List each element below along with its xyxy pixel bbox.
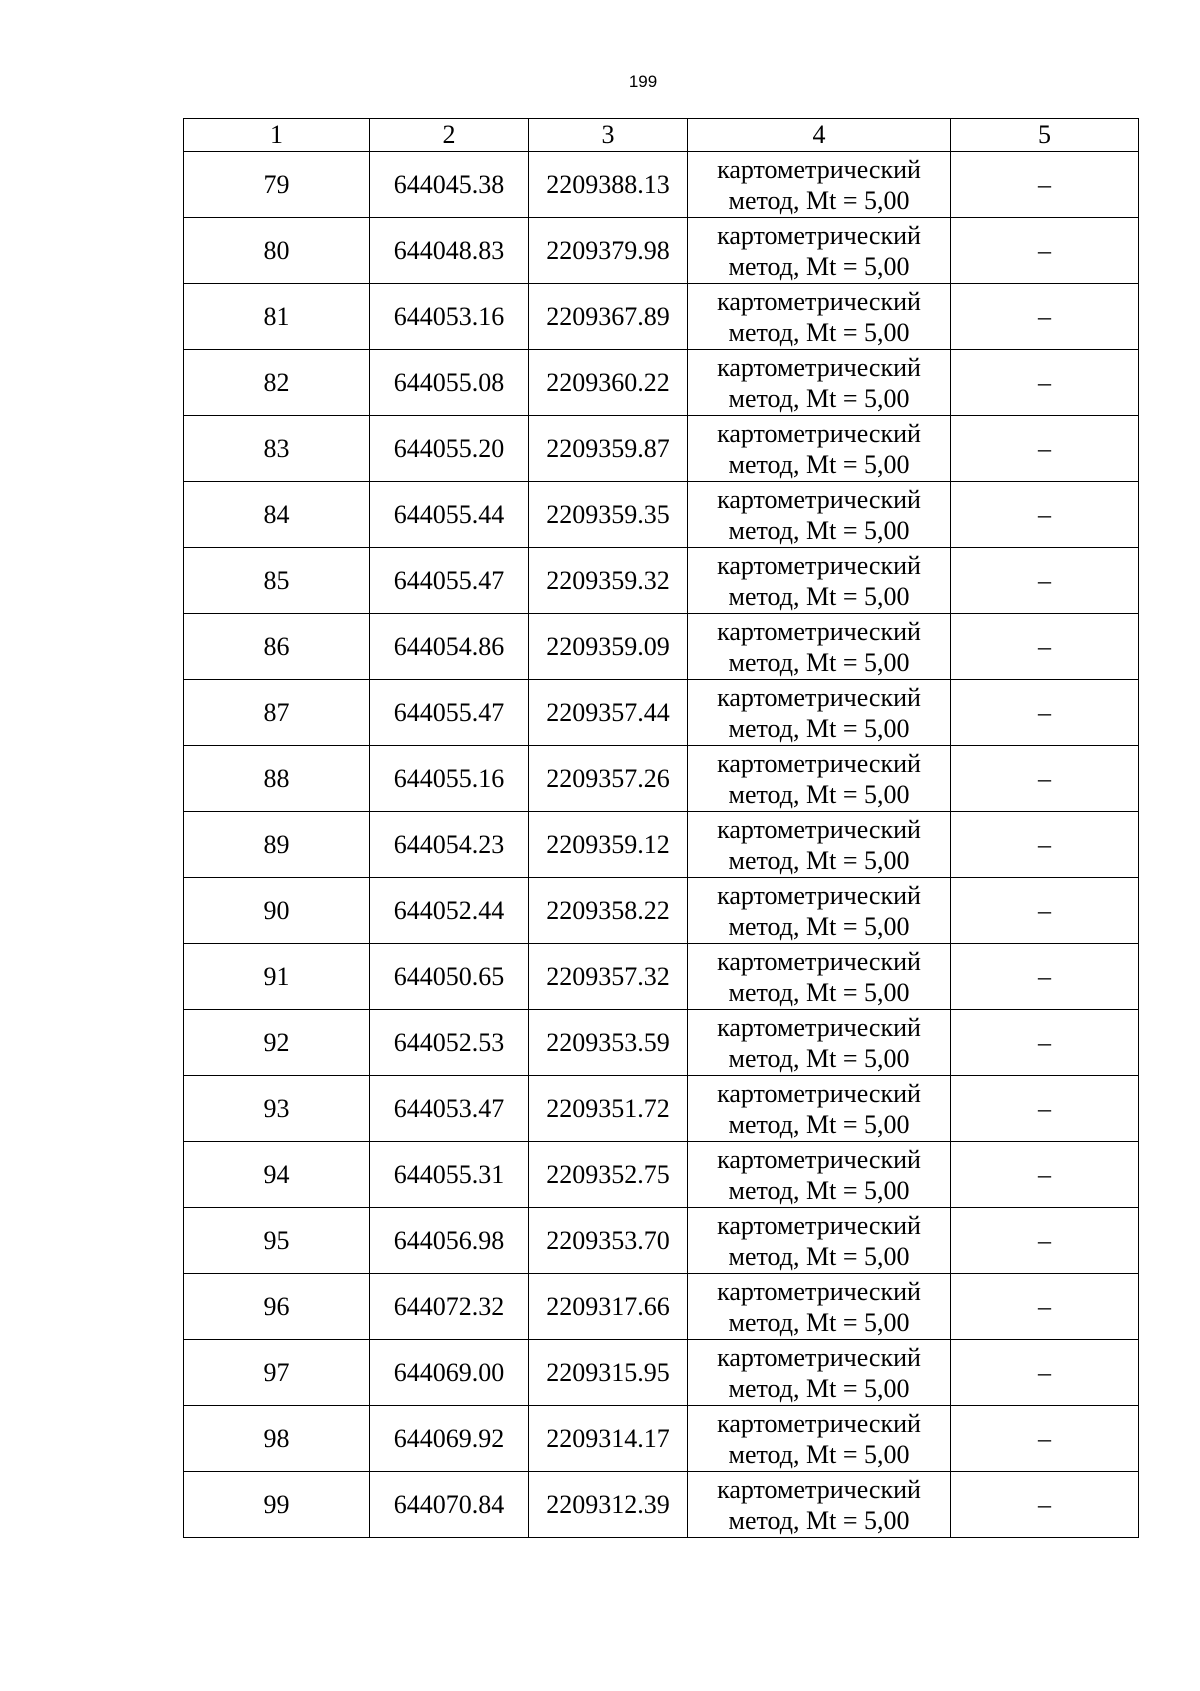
table-row [184, 284, 1139, 350]
x-coordinate-cell: 644052.44 [370, 878, 529, 944]
method-cell [688, 1406, 951, 1472]
method-cell [688, 944, 951, 1010]
note-cell: – [951, 350, 1139, 416]
method-line-2: метод, Mt = 5,00 [728, 449, 910, 479]
note-cell: – [951, 1142, 1139, 1208]
note-cell: – [951, 680, 1139, 746]
y-coordinate-cell: 2209357.44 [529, 680, 688, 746]
method-line-2: метод, Mt = 5,00 [728, 1439, 910, 1469]
note-cell: – [951, 284, 1139, 350]
method-line-2: метод, Mt = 5,00 [728, 779, 910, 809]
y-coordinate-cell: 2209357.26 [529, 746, 688, 812]
method-line-2: метод, Mt = 5,00 [728, 1109, 910, 1139]
method-cell [688, 350, 951, 416]
method-line-2: метод, Mt = 5,00 [728, 713, 910, 743]
method-line-2: метод, Mt = 5,00 [728, 977, 910, 1007]
x-coordinate-cell: 644053.16 [370, 284, 529, 350]
point-number-cell: 94 [184, 1142, 370, 1208]
table-row [184, 1472, 1139, 1538]
note-cell: – [951, 878, 1139, 944]
method-cell [688, 1010, 951, 1076]
method-line-1: картометрический [717, 1078, 921, 1108]
column-header: 3 [529, 119, 688, 152]
page-number: 199 [628, 72, 658, 91]
method-cell [688, 1340, 951, 1406]
method-cell [688, 548, 951, 614]
point-number-cell: 86 [184, 614, 370, 680]
method-line-2: метод, Mt = 5,00 [728, 1307, 910, 1337]
table-row [184, 416, 1139, 482]
point-number-cell: 79 [184, 152, 370, 218]
method-line-2: метод, Mt = 5,00 [728, 185, 910, 215]
y-coordinate-cell: 2209367.89 [529, 284, 688, 350]
method-line-2: метод, Mt = 5,00 [728, 911, 910, 941]
method-line-1: картометрический [717, 352, 921, 382]
point-number-cell: 81 [184, 284, 370, 350]
table-row [184, 548, 1139, 614]
point-number-cell: 97 [184, 1340, 370, 1406]
point-number-cell: 92 [184, 1010, 370, 1076]
x-coordinate-cell: 644054.23 [370, 812, 529, 878]
method-line-1: картометрический [717, 1408, 921, 1438]
point-number-cell: 98 [184, 1406, 370, 1472]
x-coordinate-cell: 644072.32 [370, 1274, 529, 1340]
method-cell [688, 878, 951, 944]
table-row [184, 1076, 1139, 1142]
method-line-1: картометрический [717, 1012, 921, 1042]
method-cell [688, 746, 951, 812]
note-cell: – [951, 1472, 1139, 1538]
point-number-cell: 93 [184, 1076, 370, 1142]
table-row [184, 1406, 1139, 1472]
table-row [184, 614, 1139, 680]
method-line-1: картометрический [717, 748, 921, 778]
method-cell [688, 284, 951, 350]
note-cell: – [951, 812, 1139, 878]
method-cell [688, 1076, 951, 1142]
method-line-1: картометрический [717, 880, 921, 910]
y-coordinate-cell: 2209359.12 [529, 812, 688, 878]
point-number-cell: 80 [184, 218, 370, 284]
table-row [184, 1340, 1139, 1406]
table-row [184, 746, 1139, 812]
method-line-1: картометрический [717, 682, 921, 712]
method-cell [688, 614, 951, 680]
y-coordinate-cell: 2209358.22 [529, 878, 688, 944]
method-line-2: метод, Mt = 5,00 [728, 317, 910, 347]
y-coordinate-cell: 2209312.39 [529, 1472, 688, 1538]
table-row [184, 152, 1139, 218]
point-number-cell: 83 [184, 416, 370, 482]
method-line-2: метод, Mt = 5,00 [728, 1241, 910, 1271]
method-cell [688, 812, 951, 878]
x-coordinate-cell: 644055.47 [370, 680, 529, 746]
table-row [184, 812, 1139, 878]
note-cell: – [951, 746, 1139, 812]
note-cell: – [951, 614, 1139, 680]
column-header: 4 [688, 119, 951, 152]
method-cell [688, 1274, 951, 1340]
y-coordinate-cell: 2209359.09 [529, 614, 688, 680]
note-cell: – [951, 152, 1139, 218]
method-line-1: картометрический [717, 418, 921, 448]
note-cell: – [951, 482, 1139, 548]
point-number-cell: 90 [184, 878, 370, 944]
method-cell [688, 1208, 951, 1274]
y-coordinate-cell: 2209360.22 [529, 350, 688, 416]
note-cell: – [951, 1208, 1139, 1274]
method-line-1: картометрический [717, 814, 921, 844]
note-cell: – [951, 944, 1139, 1010]
point-number-cell: 91 [184, 944, 370, 1010]
table-row [184, 1274, 1139, 1340]
y-coordinate-cell: 2209388.13 [529, 152, 688, 218]
point-number-cell: 99 [184, 1472, 370, 1538]
point-number-cell: 96 [184, 1274, 370, 1340]
method-line-2: метод, Mt = 5,00 [728, 251, 910, 281]
x-coordinate-cell: 644055.16 [370, 746, 529, 812]
x-coordinate-cell: 644048.83 [370, 218, 529, 284]
method-line-1: картометрический [717, 946, 921, 976]
point-number-cell: 89 [184, 812, 370, 878]
table-row [184, 680, 1139, 746]
method-cell [688, 218, 951, 284]
x-coordinate-cell: 644052.53 [370, 1010, 529, 1076]
method-line-2: метод, Mt = 5,00 [728, 1043, 910, 1073]
method-cell [688, 1142, 951, 1208]
x-coordinate-cell: 644055.47 [370, 548, 529, 614]
x-coordinate-cell: 644055.20 [370, 416, 529, 482]
method-line-2: метод, Mt = 5,00 [728, 647, 910, 677]
note-cell: – [951, 548, 1139, 614]
x-coordinate-cell: 644050.65 [370, 944, 529, 1010]
table-row [184, 482, 1139, 548]
coordinates-table [183, 118, 1139, 1538]
table-row [184, 1010, 1139, 1076]
table-body [184, 152, 1139, 1538]
method-line-1: картометрический [717, 1342, 921, 1372]
y-coordinate-cell: 2209315.95 [529, 1340, 688, 1406]
table-row [184, 1208, 1139, 1274]
x-coordinate-cell: 644055.31 [370, 1142, 529, 1208]
y-coordinate-cell: 2209317.66 [529, 1274, 688, 1340]
method-line-2: метод, Mt = 5,00 [728, 581, 910, 611]
method-line-1: картометрический [717, 484, 921, 514]
y-coordinate-cell: 2209359.87 [529, 416, 688, 482]
method-line-1: картометрический [717, 286, 921, 316]
method-line-1: картометрический [717, 220, 921, 250]
method-cell [688, 482, 951, 548]
table-row [184, 218, 1139, 284]
column-header: 5 [951, 119, 1139, 152]
method-line-1: картометрический [717, 616, 921, 646]
column-header: 1 [184, 119, 370, 152]
method-line-1: картометрический [717, 550, 921, 580]
column-header: 2 [370, 119, 529, 152]
y-coordinate-cell: 2209352.75 [529, 1142, 688, 1208]
method-cell [688, 1472, 951, 1538]
x-coordinate-cell: 644053.47 [370, 1076, 529, 1142]
y-coordinate-cell: 2209359.35 [529, 482, 688, 548]
point-number-cell: 87 [184, 680, 370, 746]
y-coordinate-cell: 2209357.32 [529, 944, 688, 1010]
x-coordinate-cell: 644055.08 [370, 350, 529, 416]
table-header-row [184, 119, 1139, 152]
point-number-cell: 82 [184, 350, 370, 416]
method-line-2: метод, Mt = 5,00 [728, 1373, 910, 1403]
x-coordinate-cell: 644069.00 [370, 1340, 529, 1406]
y-coordinate-cell: 2209379.98 [529, 218, 688, 284]
point-number-cell: 85 [184, 548, 370, 614]
method-line-2: метод, Mt = 5,00 [728, 515, 910, 545]
point-number-cell: 95 [184, 1208, 370, 1274]
note-cell: – [951, 416, 1139, 482]
note-cell: – [951, 1340, 1139, 1406]
note-cell: – [951, 1076, 1139, 1142]
method-line-2: метод, Mt = 5,00 [728, 1175, 910, 1205]
method-line-2: метод, Mt = 5,00 [728, 383, 910, 413]
method-line-2: метод, Mt = 5,00 [728, 845, 910, 875]
y-coordinate-cell: 2209359.32 [529, 548, 688, 614]
table-row [184, 944, 1139, 1010]
x-coordinate-cell: 644045.38 [370, 152, 529, 218]
point-number-cell: 88 [184, 746, 370, 812]
table-row [184, 878, 1139, 944]
y-coordinate-cell: 2209314.17 [529, 1406, 688, 1472]
method-line-1: картометрический [717, 154, 921, 184]
x-coordinate-cell: 644069.92 [370, 1406, 529, 1472]
point-number-cell: 84 [184, 482, 370, 548]
method-line-1: картометрический [717, 1144, 921, 1174]
table-row [184, 1142, 1139, 1208]
y-coordinate-cell: 2209351.72 [529, 1076, 688, 1142]
x-coordinate-cell: 644055.44 [370, 482, 529, 548]
note-cell: – [951, 1010, 1139, 1076]
method-cell [688, 152, 951, 218]
note-cell: – [951, 1274, 1139, 1340]
note-cell: – [951, 218, 1139, 284]
method-cell [688, 680, 951, 746]
x-coordinate-cell: 644070.84 [370, 1472, 529, 1538]
y-coordinate-cell: 2209353.59 [529, 1010, 688, 1076]
method-line-2: метод, Mt = 5,00 [728, 1505, 910, 1535]
note-cell: – [951, 1406, 1139, 1472]
y-coordinate-cell: 2209353.70 [529, 1208, 688, 1274]
method-line-1: картометрический [717, 1474, 921, 1504]
method-cell [688, 416, 951, 482]
x-coordinate-cell: 644056.98 [370, 1208, 529, 1274]
x-coordinate-cell: 644054.86 [370, 614, 529, 680]
method-line-1: картометрический [717, 1276, 921, 1306]
method-line-1: картометрический [717, 1210, 921, 1240]
table-row [184, 350, 1139, 416]
